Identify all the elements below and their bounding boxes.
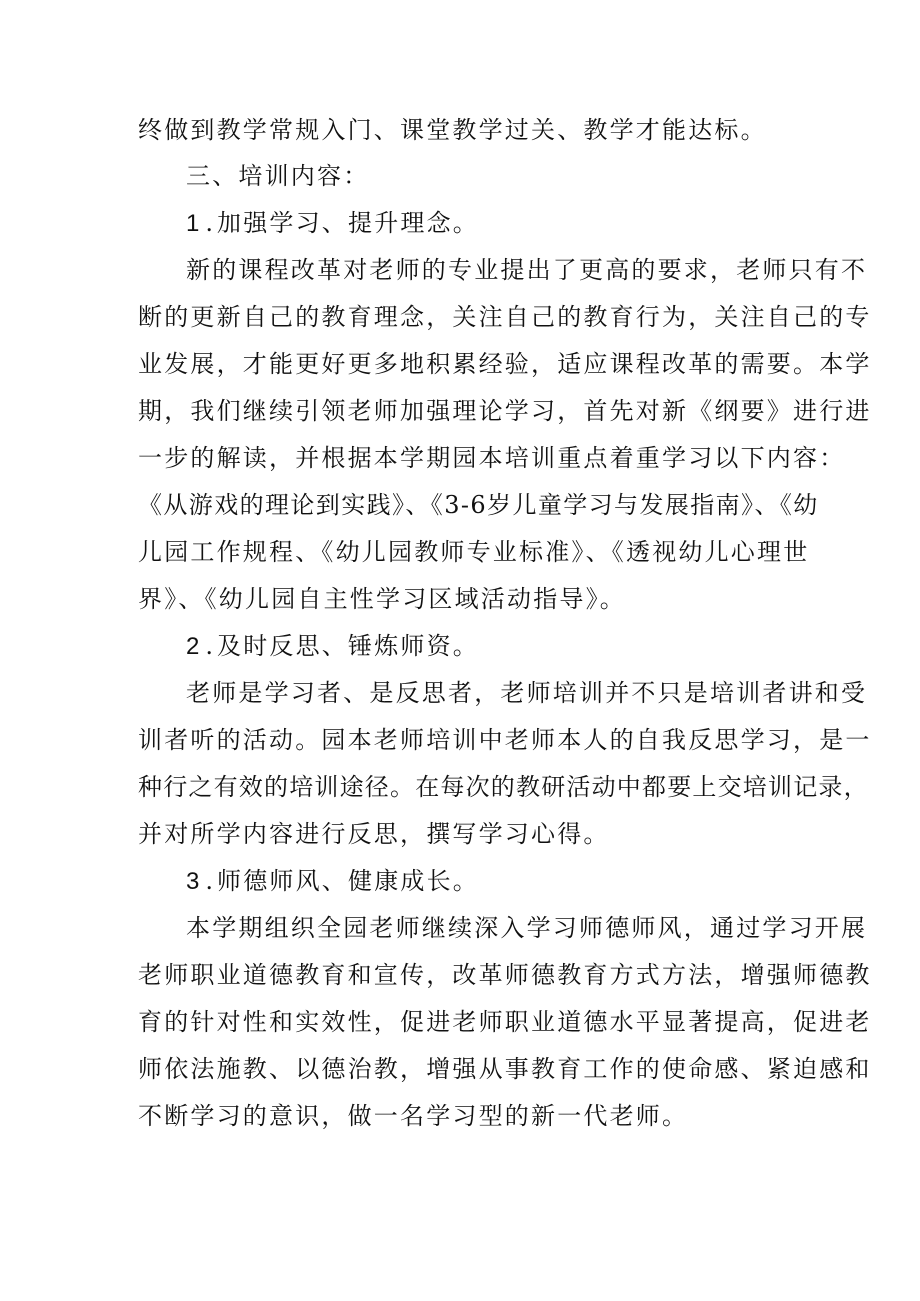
numbered-heading [186,861,479,901]
numbered-heading [186,626,479,666]
paragraph-line: 儿园工作规程、《幼儿园教师专业标准》、《透视幼儿心理世 [138,538,810,566]
section-heading: 三、培训内容： [186,162,370,190]
item-number: 1 [186,210,200,237]
item-dot: . [205,632,213,660]
numbered-heading [186,203,479,243]
paragraph-line: 并对所学内容进行反思，撰写学习心得。 [138,820,610,848]
heading-text: 师德师风、健康成长。 [217,867,479,895]
paragraph-line: 训者听的活动。园本老师培训中老师本人的自我反思学习，是一 [138,726,872,754]
item-number: 3 [186,868,200,895]
paragraph-line: 《从游戏的理论到实践》、《3-6岁儿童学习与发展指南》、《幼 [138,491,819,519]
paragraph-line: 老师职业道德教育和宣传，改革师德教育方式方法，增强师德教 [138,961,872,989]
heading-text: 加强学习、提升理念。 [217,209,479,237]
paragraph-line: 本学期组织全园老师继续深入学习师德师风，通过学习开展 [186,914,868,942]
paragraph-line: 界》、《幼儿园自主性学习区域活动指导》。 [138,585,626,613]
paragraph-line: 新的课程改革对老师的专业提出了更高的要求，老师只有不 [186,256,868,284]
paragraph-line: 一步的解读，并根据本学期园本培训重点着重学习以下内容： [138,444,846,472]
paragraph-line: 种行之有效的培训途径。在每次的教研活动中都要上交培训记录， [138,773,869,801]
heading-text: 及时反思、锤炼师资。 [217,632,479,660]
paragraph-line: 不断学习的意识，做一名学习型的新一代老师。 [138,1102,689,1130]
paragraph-line: 业发展，才能更好更多地积累经验，适应课程改革的需要。本学 [138,350,872,378]
paragraph-line: 断的更新自己的教育理念，关注自己的教育行为，关注自己的专 [138,303,872,331]
paragraph-line: 期，我们继续引领老师加强理论学习，首先对新《纲要》进行进 [138,397,872,425]
item-dot: . [205,867,213,895]
paragraph-line: 老师是学习者、是反思者，老师培训并不只是培训者讲和受 [186,679,868,707]
paragraph-line: 师依法施教、以德治教，增强从事教育工作的使命感、紧迫感和 [138,1055,872,1083]
item-dot: . [205,209,213,237]
item-number: 2 [186,633,200,660]
paragraph-line: 终做到教学常规入门、课堂教学过关、教学才能达标。 [138,116,767,144]
paragraph-line: 育的针对性和实效性，促进老师职业道德水平显著提高，促进老 [138,1008,872,1036]
